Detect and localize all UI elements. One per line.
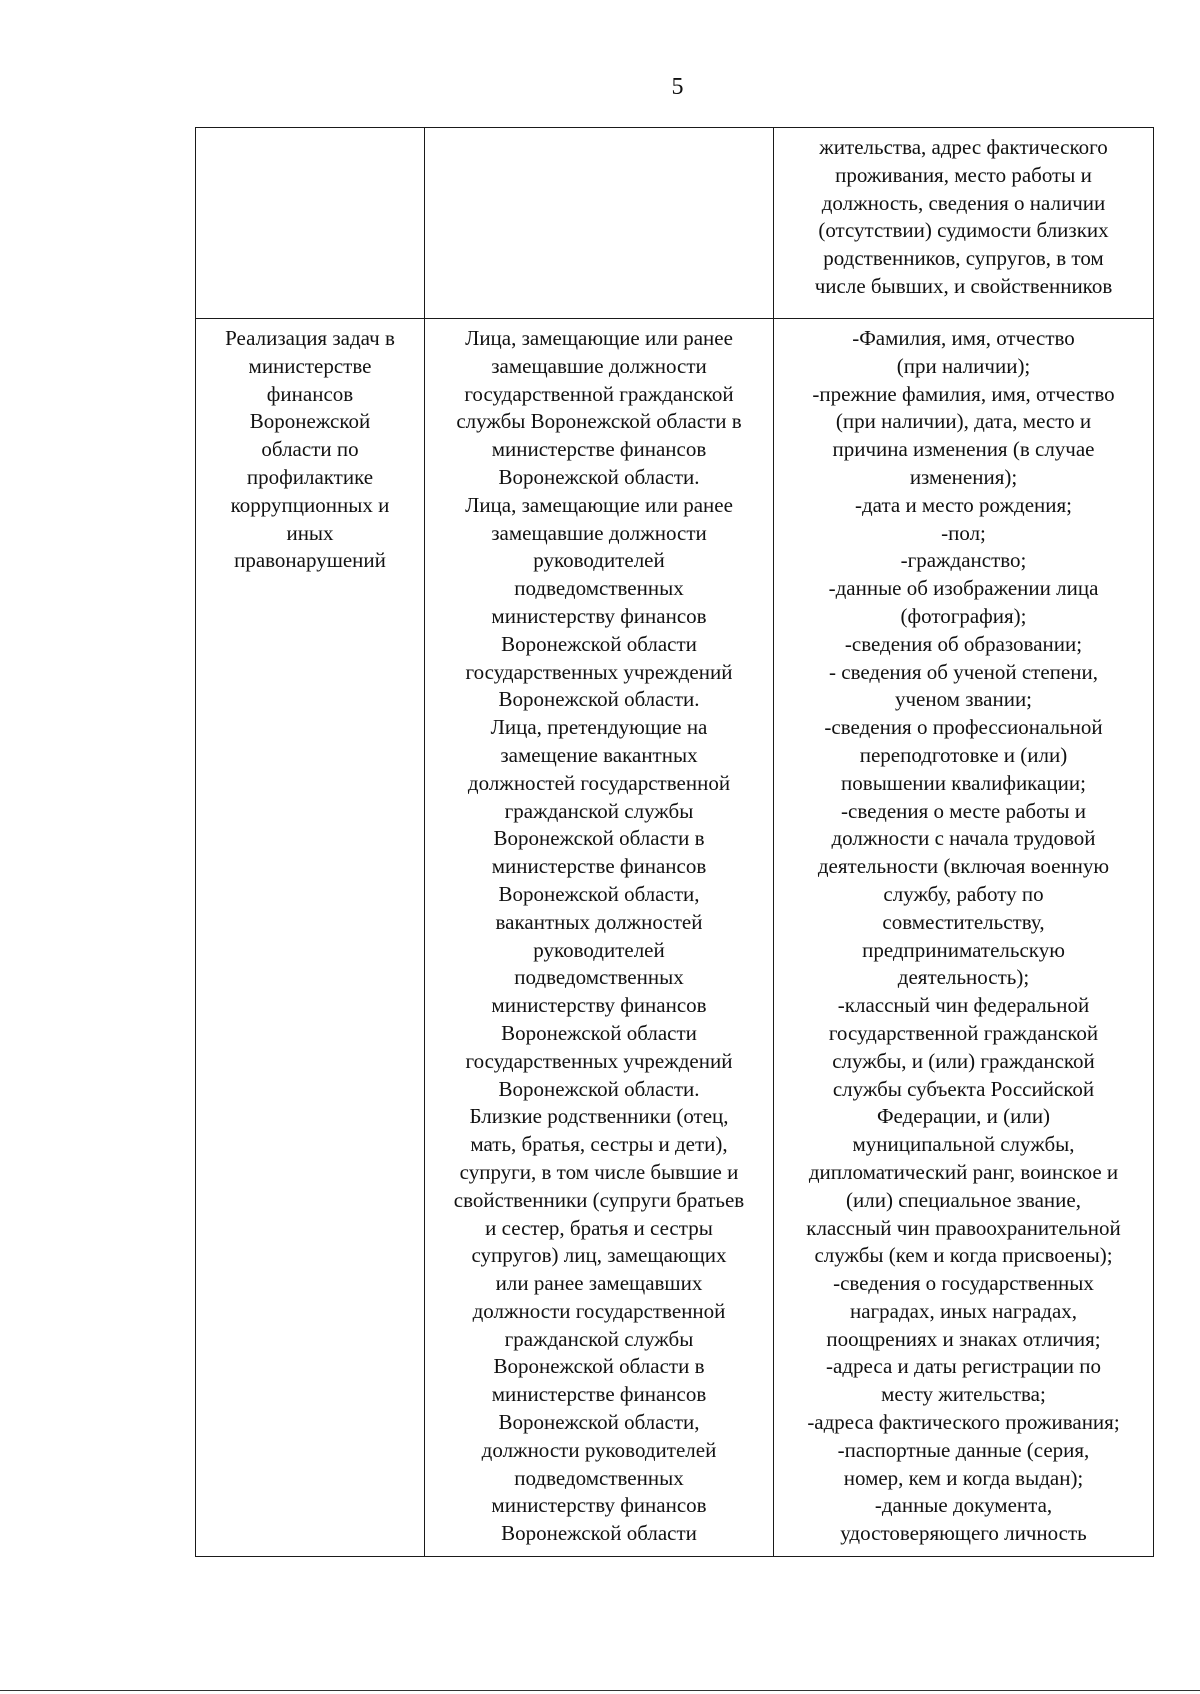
cell-text-line: -адреса фактического проживания; (807, 1410, 1120, 1435)
cell-text-line: -сведения о профессиональной (824, 715, 1103, 740)
cell-text-line: Воронежской области, (498, 881, 700, 906)
cell-text-line: Федерации, и (или) (876, 1104, 1051, 1129)
cell-text-line: изменения); (909, 464, 1018, 489)
cell-text-line: министерстве (248, 353, 372, 378)
cell-text-line: замещавшие должности (491, 520, 707, 545)
cell-text-line: вакантных должностей (495, 909, 703, 934)
page-number: 5 (671, 74, 684, 100)
cell-text-line: должности руководителей (481, 1437, 717, 1462)
cell-text-line: деятельность); (897, 965, 1030, 990)
cell-text-line: государственной гражданской (464, 381, 734, 406)
cell-text-line: (или) специальное звание, (846, 1187, 1081, 1212)
table-cell-data-categories (774, 319, 1154, 1557)
cell-text-line: и сестер, братья и сестры (485, 1215, 713, 1240)
cell-text-line: - сведения об ученой степени, (829, 659, 1098, 684)
cell-text-line: муниципальной службы, (852, 1132, 1075, 1157)
cell-text-line: иных (286, 520, 334, 545)
table-row (196, 128, 1154, 319)
cell-text-line: или ранее замещавших (495, 1271, 703, 1296)
cell-text-line: министерстве финансов (491, 854, 707, 879)
cell-text-line: -классный чин федеральной (837, 993, 1090, 1018)
table-cell-data-categories (774, 128, 1154, 319)
cell-text-line: государственных учреждений (465, 1048, 733, 1073)
cell-text-line: службы, и (или) гражданской (832, 1048, 1095, 1073)
cell-text-line: супругов) лиц, замещающих (471, 1243, 727, 1268)
cell-text-line: руководителей (533, 548, 665, 573)
cell-text-line: классный чин правоохранительной (806, 1215, 1121, 1240)
cell-text-line: свойственники (супруги братьев (453, 1187, 745, 1212)
cell-text-line: министерству финансов (491, 1493, 707, 1518)
cell-text-line: государственных учреждений (465, 659, 733, 684)
cell-text-line: переподготовке и (или) (859, 742, 1068, 767)
cell-text-line: министерстве финансов (491, 437, 707, 462)
cell-text-line: подведомственных (514, 965, 684, 990)
cell-text-line: службу, работу по (883, 881, 1044, 906)
cell-text-line: Близкие родственники (отец, (469, 1104, 729, 1129)
cell-text-line: гражданской службы (504, 1326, 694, 1351)
cell-text-line: Воронежской области. (498, 687, 700, 712)
cell-text-line: поощрениях и знаках отличия; (826, 1326, 1101, 1351)
cell-text-line: министерству финансов (491, 993, 707, 1018)
cell-text-line: подведомственных (514, 1465, 684, 1490)
cell-text-line: должности государственной (472, 1298, 726, 1323)
cell-text-line: -сведения об образовании; (844, 631, 1083, 656)
cell-text-line: мать, братья, сестры и дети), (470, 1132, 728, 1157)
cell-text-line: (фотография); (900, 603, 1027, 628)
cell-text-line: Воронежской области, (498, 1410, 700, 1435)
cell-text-line: Воронежской области. (498, 464, 700, 489)
cell-text-line: дипломатический ранг, воинское и (808, 1159, 1119, 1184)
cell-text-line: -прежние фамилия, имя, отчество (812, 381, 1115, 406)
cell-text-line: -дата и место рождения; (854, 492, 1072, 517)
cell-text-line: наградах, иных наградах, (849, 1298, 1078, 1323)
cell-text-line: области по (261, 437, 359, 462)
cell-text-line: числе бывших, и свойственников (814, 273, 1113, 298)
cell-text-line: Воронежской области. (498, 1076, 700, 1101)
cell-text-line: ученом звании; (894, 687, 1033, 712)
cell-text-line: Реализация задач в (225, 326, 395, 350)
cell-text-line: министерстве финансов (491, 1382, 707, 1407)
bottom-page-rule (0, 1690, 1200, 1691)
cell-text-line: должность, сведения о наличии (821, 190, 1106, 215)
cell-text-line: -пол; (941, 520, 986, 545)
cell-text-line: руководителей (533, 937, 665, 962)
cell-text-line: службы (кем и когда присвоены); (814, 1243, 1113, 1268)
cell-text-line: Воронежской области в (493, 826, 705, 851)
cell-text-line: жительства, адрес фактического (819, 135, 1108, 159)
cell-text-line: -данные об изображении лица (828, 576, 1099, 601)
table-cell-subjects (425, 128, 774, 319)
cell-text-line: Воронежской области в (493, 1354, 705, 1379)
cell-text-line: -данные документа, (874, 1493, 1053, 1518)
cell-text-line: -гражданство; (900, 548, 1027, 573)
cell-text-line: супруги, в том числе бывшие и (459, 1159, 739, 1184)
table-cell-purpose (196, 319, 425, 1557)
cell-text-line: деятельности (включая военную (817, 854, 1110, 879)
cell-text-line: совместительству, (882, 909, 1045, 934)
cell-text-line: месту жительства; (881, 1382, 1046, 1407)
cell-text-line: правонарушений (234, 548, 386, 573)
cell-text-line: должности с начала трудовой (831, 826, 1096, 851)
table-cell-purpose (196, 128, 425, 319)
cell-text-line: проживания, место работы и (835, 162, 1092, 187)
cell-text-line: службы Воронежской области в (456, 409, 742, 434)
cell-text-line: государственной гражданской (828, 1020, 1099, 1045)
cell-text-line: -сведения о государственных (833, 1271, 1094, 1296)
cell-text-line: -Фамилия, имя, отчество (852, 326, 1075, 350)
cell-text-line: предпринимательскую (862, 937, 1065, 962)
cell-text-line: (при наличии), дата, место и (835, 409, 1092, 434)
table-cell-subjects (425, 319, 774, 1557)
cell-text-line: -сведения о месте работы и (841, 798, 1086, 823)
cell-text-line: -адреса и даты регистрации по (826, 1354, 1101, 1379)
cell-text-line: должностей государственной (467, 770, 731, 795)
cell-text-line: родственников, супругов, в том (823, 246, 1104, 271)
cell-text-line: (при наличии); (896, 353, 1031, 378)
cell-text-line: (отсутствии) судимости близких (818, 218, 1109, 243)
personal-data-table (195, 127, 1154, 1557)
cell-text-line: повышении квалификации; (841, 770, 1086, 795)
cell-text-line: Лица, замещающие или ранее (465, 492, 733, 517)
table-row (196, 319, 1154, 1557)
cell-text-line: Лица, претендующие на (490, 715, 708, 740)
cell-text-line: замещавшие должности (491, 353, 707, 378)
cell-text-line: гражданской службы (504, 798, 694, 823)
cell-text-line: подведомственных (514, 576, 684, 601)
cell-text-line: Воронежской области (501, 631, 697, 656)
cell-text-line: Воронежской области (501, 1020, 697, 1045)
cell-text-line: министерству финансов (491, 603, 707, 628)
cell-text-line: номер, кем и когда выдан); (843, 1465, 1084, 1490)
cell-text-line: замещение вакантных (500, 742, 698, 767)
cell-text-line: причина изменения (в случае (832, 437, 1095, 462)
cell-text-line: службы субъекта Российской (832, 1076, 1095, 1101)
cell-text-line: Лица, замещающие или ранее (465, 326, 733, 350)
cell-text-line: профилактике (246, 464, 374, 489)
cell-text-line: -паспортные данные (серия, (837, 1437, 1090, 1462)
cell-text-line: удостоверяющего личность (840, 1521, 1087, 1546)
cell-text-line: Воронежской области (501, 1521, 697, 1546)
cell-text-line: финансов (266, 381, 354, 406)
cell-text-line: Воронежской (249, 409, 371, 434)
cell-text-line: коррупционных и (230, 492, 390, 517)
